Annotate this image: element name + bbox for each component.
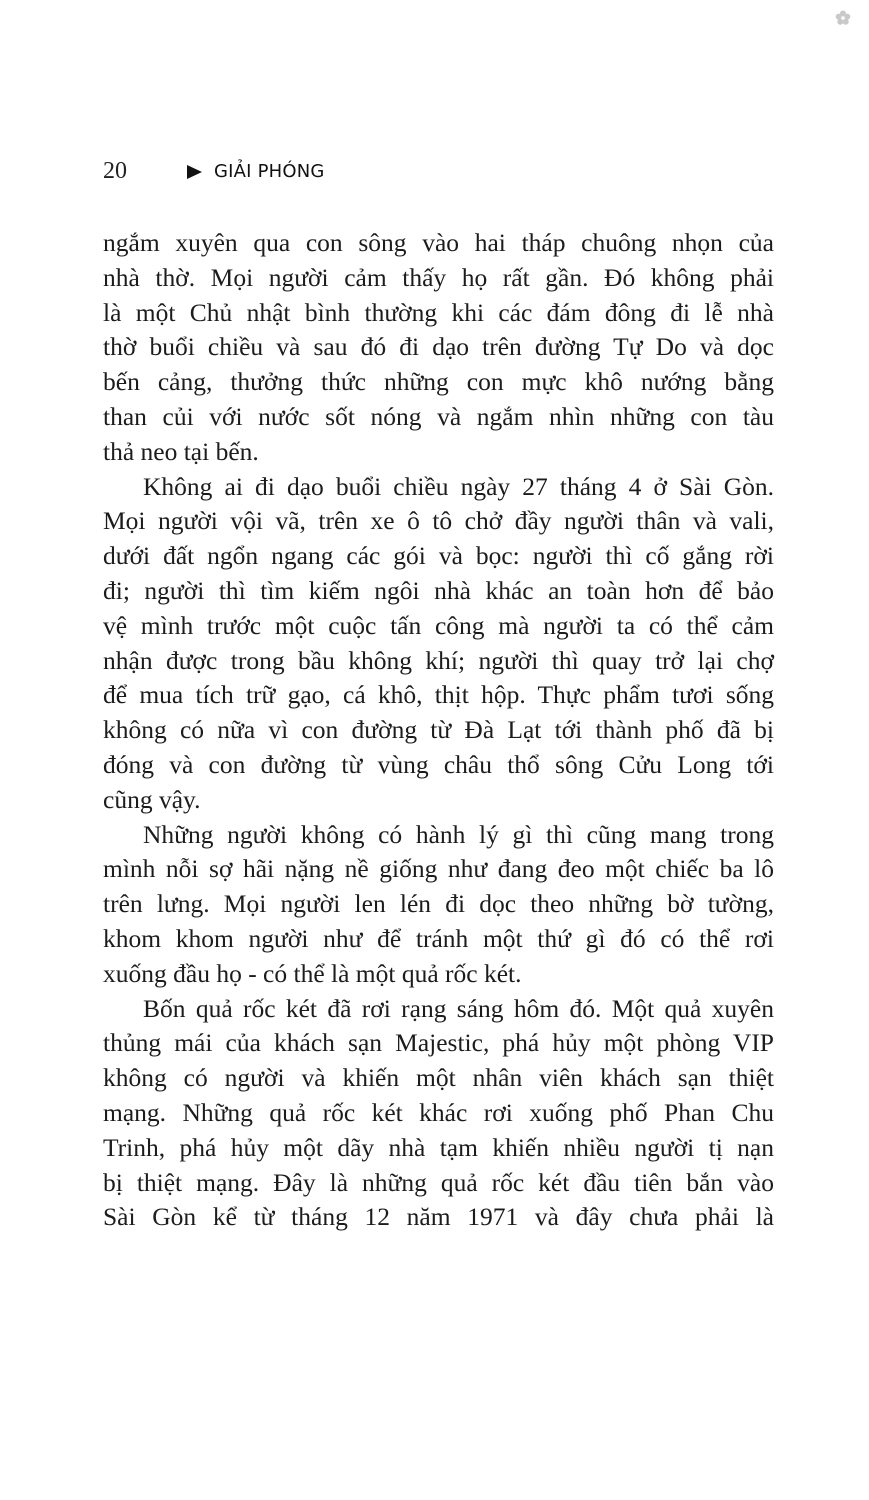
text-line: mạng. Những quả rốc két khác rơi xuống phố Phan Chu: [103, 1097, 774, 1127]
text-line: Trinh, phá hủy một dãy nhà tạm khiến nhiều người tị nạn: [103, 1132, 774, 1162]
paragraph: [103, 992, 774, 1236]
text-line: dưới đất ngổn ngang các gói và bọc: người thì cố gắng rời: [103, 541, 774, 571]
text-line: Bốn quả rốc két đã rơi rạng sáng hôm đó. Một quả xuyên: [143, 993, 774, 1023]
text-line: Sài Gòn kể từ tháng 12 năm 1971 và đây chưa phải là: [103, 1202, 774, 1232]
text-line: khom khom người như để tránh một thứ gì đó có thể rơi: [103, 923, 774, 953]
text-line: đi; người thì tìm kiếm ngôi nhà khác an toàn hơn để bảo: [103, 575, 774, 605]
text-line: bị thiệt mạng. Đây là những quả rốc két đầu tiên bắn vào: [103, 1167, 774, 1197]
text-line: xuống đầu họ - có thể là một quả rốc két.: [103, 958, 522, 988]
text-line: là một Chủ nhật bình thường khi các đám đông đi lễ nhà: [103, 297, 774, 327]
text-line: cũng vậy.: [103, 784, 201, 814]
text-line: ngắm xuyên qua con sông vào hai tháp chuông nhọn của: [103, 228, 774, 257]
text-line: nhà thờ. Mọi người cảm thấy họ rất gần. Đó không phải: [103, 262, 774, 292]
text-line: bến cảng, thưởng thức những con mực khô nướng bằng: [103, 367, 774, 397]
text-line: Những người không có hành lý gì thì cũng mang trong: [143, 819, 774, 849]
text-line: trên lưng. Mọi người len lén đi dọc theo những bờ tường,: [103, 889, 774, 919]
text-line: than củi với nước sốt nóng và ngắm nhìn những con tàu: [103, 401, 774, 431]
text-line: để mua tích trữ gạo, cá khô, thịt hộp. Thực phẩm tươi sống: [103, 680, 774, 710]
running-header: [103, 155, 325, 187]
text-line: thủng mái của khách sạn Majestic, phá hủy một phòng VIP: [103, 1028, 774, 1058]
text-line: vệ mình trước một cuộc tấn công mà người ta có thể cảm: [103, 610, 774, 640]
paragraph: [103, 818, 774, 992]
text-line: không có người và khiến một nhân viên khách sạn thiệt: [103, 1063, 774, 1093]
page-number: 20: [103, 157, 127, 184]
text-line: thả neo tại bến.: [103, 436, 259, 466]
text-line: thờ buổi chiều và sau đó đi dạo trên đường Tự Do và dọc: [103, 332, 774, 362]
paragraph: [103, 470, 774, 818]
triangle-right-icon: [187, 165, 202, 179]
text-line: Mọi người vội vã, trên xe ô tô chở đầy người thân và vali,: [103, 506, 774, 536]
paragraph: [103, 226, 774, 470]
flower-icon: [834, 9, 852, 27]
text-line: nhận được trong bầu không khí; người thì quay trở lại chợ: [103, 645, 774, 675]
text-line: đóng và con đường từ vùng châu thổ sông Cửu Long tới: [103, 749, 774, 779]
body-text: [103, 226, 774, 1235]
text-line: mình nỗi sợ hãi nặng nề giống như đang đeo một chiếc ba lô: [103, 854, 774, 884]
chapter-title: GIẢI PHÓNG: [214, 160, 325, 182]
text-line: Không ai đi dạo buổi chiều ngày 27 tháng 4 ở Sài Gòn.: [143, 471, 774, 501]
text-line: không có nữa vì con đường từ Đà Lạt tới thành phố đã bị: [103, 715, 774, 745]
